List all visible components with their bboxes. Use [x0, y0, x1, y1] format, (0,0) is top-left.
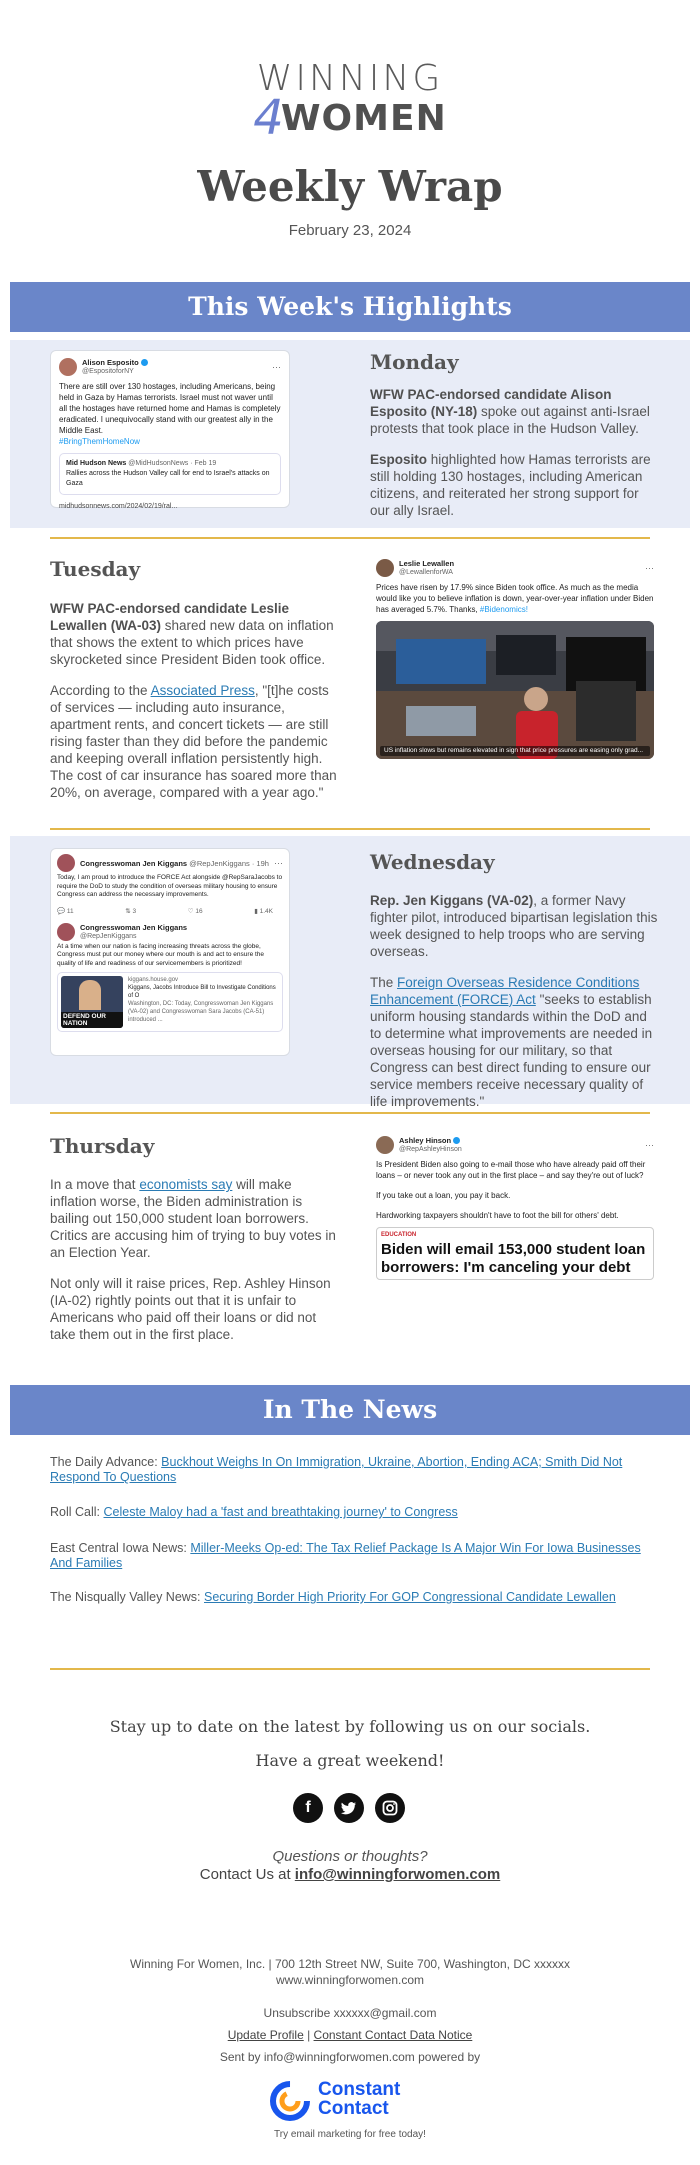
update-profile-link[interactable]: Update Profile — [227, 2028, 304, 2042]
monday-tweet-embed[interactable] — [50, 350, 290, 508]
news-link[interactable]: Securing Border High Priority For GOP Congressional Candidate Lewallen — [204, 1590, 616, 1604]
associated-press-link[interactable]: Associated Press — [150, 683, 255, 698]
tweet-hashtag[interactable]: #BringThemHomeNow — [59, 437, 140, 446]
tweet-author-name: Ashley Hinson — [399, 1136, 452, 1145]
tweet-text: Prices have risen by 17.9% since Biden took office. As much as the media would like you to believe inflation is down, year-over-year inflation under Biden has averaged 5.7%. Thanks, — [376, 583, 654, 614]
verified-icon — [453, 1137, 460, 1144]
day-heading-wednesday: Wednesday — [370, 850, 495, 874]
footer-links: Update Profile | Constant Contact Data Notice — [227, 2028, 473, 2042]
tweet-hashtag[interactable]: #Bidenomics! — [479, 605, 528, 614]
article-tag: EDUCATION — [381, 1232, 417, 1238]
tuesday-tweet-embed[interactable] — [370, 555, 660, 773]
twitter-icon[interactable] — [334, 1793, 364, 1823]
avatar — [57, 854, 75, 872]
data-notice-link[interactable]: Constant Contact Data Notice — [313, 2028, 473, 2042]
day-heading-thursday: Thursday — [50, 1134, 155, 1158]
tweet-photo[interactable] — [376, 621, 654, 759]
thursday-section — [10, 1120, 690, 1360]
page-title: Weekly Wrap — [197, 162, 503, 211]
tweet-text: Is President Biden also going to e-mail those who have already paid off their loans – or never took any out in the first place – and say they're out of luck? — [376, 1160, 646, 1180]
constant-contact-wordmark: Constant Contact — [318, 2079, 401, 2119]
instagram-icon[interactable] — [375, 1793, 405, 1823]
tweet-author-handle: @RepJenKiggans — [80, 932, 137, 940]
news-item — [50, 1541, 650, 1571]
wednesday-copy: Rep. Jen Kiggans (VA-02), a former Navy fighter pilot, introduced bipartisan legislation this week designed to help troops who are serving overseas. The Foreign Overseas Residence Conditions Enhancement (FORCE) Act "seeks to establish uniform housing standards within the DoD and to determine what improvements are needed in overseas housing for our military, so that Congress can best direct funding to ensure our service members receive necessary quality of life improvements." — [370, 893, 658, 1109]
tweet-text: Hardworking taxpayers shouldn't have to foot the bill for others' debt. — [376, 1211, 619, 1220]
website-link[interactable]: www.winningforwomen.com — [275, 1973, 425, 1987]
article-headline: Biden will email 153,000 student loan borrowers: I'm canceling your debt — [381, 1241, 646, 1276]
postal-address: Winning For Women, Inc. | 700 12th Street NW, Suite 700, Washington, DC xxxxxx — [130, 1957, 570, 1971]
questions-label: Questions or thoughts? — [272, 1848, 428, 1865]
more-options-icon[interactable]: ··· — [274, 857, 283, 868]
tweet-text: At a time when our nation is facing increasing threats across the globe, Congress must put our money where our mouth is and act to ensure the quality of life and readiness of our servicemembers is prioritized! — [57, 942, 265, 967]
news-link[interactable]: Buckhout Weighs In On Immigration, Ukraine, Abortion, Ending ACA; Smith Did Not Respond To Questions — [50, 1455, 623, 1484]
quoted-tweet[interactable] — [59, 453, 281, 495]
photo-caption: US inflation slows but remains elevated in sign that price pressures are easing only grad... — [380, 746, 650, 756]
tweet-author-name: Congresswoman Jen Kiggans — [80, 922, 188, 932]
avatar — [376, 1136, 394, 1154]
reply-icon[interactable]: 💬 11 — [57, 907, 74, 915]
verified-icon — [141, 359, 148, 366]
quoted-tweet-meta: @MidHudsonNews · Feb 19 — [128, 460, 217, 467]
constant-contact-icon — [268, 2079, 312, 2123]
news-source: The Nisqually Valley News: — [50, 1590, 204, 1604]
link-preview-title: Kiggans, Jacobs Introduce Bill to Investigate Conditions of O — [128, 985, 276, 999]
logo-word-women: WOMEN — [280, 98, 447, 139]
more-options-icon[interactable]: ··· — [645, 562, 654, 573]
economists-say-link[interactable]: economists say — [139, 1177, 233, 1192]
issue-date: February 23, 2024 — [288, 222, 412, 239]
news-item — [50, 1455, 650, 1485]
article-preview[interactable] — [376, 1227, 654, 1280]
link-preview-text: Washington, DC: Today, Congresswoman Jen Kiggans (VA-02) and Congresswoman Sara Jacobs (CA-51) introduced ... — [128, 1001, 274, 1023]
retweet-icon[interactable]: ⇅ 3 — [125, 907, 137, 915]
store-interior-image — [376, 621, 654, 759]
winning-for-women-logo[interactable] — [0, 58, 700, 146]
news-source: East Central Iowa News: — [50, 1541, 191, 1555]
like-icon[interactable]: ♡ 16 — [187, 907, 203, 915]
news-source: The Daily Advance: — [50, 1455, 162, 1469]
logo-four: 4 — [253, 90, 285, 146]
unsubscribe-link[interactable]: Unsubscribe xxxxxx@gmail.com — [263, 2006, 437, 2020]
views-icon[interactable]: ▮ 1.4K — [254, 907, 273, 915]
section-divider — [50, 1112, 650, 1114]
avatar — [376, 559, 394, 577]
facebook-icon[interactable]: f — [293, 1793, 323, 1823]
news-item — [50, 1505, 650, 1520]
contact-line: Contact Us at info@winningforwomen.com — [199, 1866, 501, 1883]
monday-section — [10, 340, 690, 528]
tweet-author-handle: @LewallenforWA — [399, 569, 453, 576]
news-source: Roll Call: — [50, 1505, 104, 1519]
tweet-author-name: Leslie Lewallen — [399, 559, 455, 568]
tweet-author-name: Alison Esposito — [82, 358, 139, 367]
tuesday-copy: WFW PAC-endorsed candidate Leslie Lewallen (WA-03) shared new data on inflation that shows the extent to which prices have skyrocketed since President Biden took office. According to the Associated Press, "[t]he costs of services — including auto insurance, apartment rents, and concert tickets — are still rising faster than they did before the pandemic and keeping overall inflation persistently high. The cost of car insurance has soared more than 20%, on average, compared with a year ago." — [50, 601, 337, 800]
more-options-icon[interactable]: ··· — [645, 1139, 654, 1150]
quoted-tweet-author: Mid Hudson News — [66, 460, 127, 467]
thursday-copy: In a move that economists say will make inflation worse, the Biden administration is bailing out 150,000 student loan borrowers. Critics are accusing him of trying to buy votes in an Election Year. Not only will it raise prices, Rep. Ashley Hinson (IA-02) rightly points out that it is unfair to Americans who paid off their loans or did not take them out in the first place. — [50, 1177, 336, 1342]
tweet-text: Today, I am proud to introduce the FORCE Act alongside @RepSaraJacobs to require the DoD to study the condition of overseas military housing to ensure Congress can address the necessary improvements. — [57, 874, 283, 898]
socials-callout: Stay up to date on the latest by following us on our socials. — [109, 1717, 591, 1736]
tweet-text: If you take out a loan, you pay it back. — [376, 1191, 511, 1200]
avatar — [59, 358, 77, 376]
news-link[interactable]: Celeste Maloy had a 'fast and breathtaking journey' to Congress — [103, 1505, 458, 1519]
weekend-greeting: Have a great weekend! — [255, 1751, 445, 1770]
tweet-author-handle: @RepJenKiggans · 19h — [189, 858, 269, 868]
tweet-author-handle: @EspositoforNY — [82, 368, 134, 375]
day-heading-monday: Monday — [370, 350, 459, 374]
news-banner: In The News — [10, 1385, 690, 1435]
force-act-link[interactable]: Foreign Overseas Residence Conditions Enhancement (FORCE) Act — [370, 975, 640, 1007]
highlights-banner: This Week's Highlights — [10, 282, 690, 332]
section-divider — [50, 828, 650, 830]
section-divider — [50, 537, 650, 539]
sent-by-line: Sent by info@winningforwomen.com powered by — [219, 2050, 481, 2064]
tweet-text: There are still over 130 hostages, including Americans, being held in Gaza by Hamas terrorists. Israel must not waver until all the hostages have returned home and Hamas is completely eradicated. I unequivocally stand with our greatest ally in the Middle East. — [59, 382, 281, 435]
section-divider — [50, 1668, 650, 1670]
tweet-author-name: Congresswoman Jen Kiggans — [80, 858, 188, 868]
avatar — [57, 923, 75, 941]
constant-contact-tagline[interactable]: Try email marketing for free today! — [274, 2129, 426, 2140]
tweet-author-handle: @RepAshleyHinson — [399, 1146, 462, 1153]
day-heading-tuesday: Tuesday — [50, 557, 141, 581]
tuesday-section — [10, 545, 690, 825]
news-link[interactable]: Miller-Meeks Op-ed: The Tax Relief Package Is A Major Win For Iowa Businesses And Families — [50, 1541, 641, 1570]
link-preview-site: kiggans.house.gov — [128, 977, 179, 983]
news-item — [50, 1590, 650, 1605]
wednesday-tweet-embed[interactable] — [50, 848, 290, 1056]
tweet-link-url[interactable]: midhudsonnews.com/2024/02/19/ral... — [59, 503, 178, 510]
monday-copy: WFW PAC-endorsed candidate Alison Esposito (NY-18) spoke out against anti-Israel protests that took place in the Hudson Valley. Esposito highlighted how Hamas terrorists are still holding 130 hostages, including American citizens, and reiterated her strong support for our ally Israel. — [370, 387, 651, 518]
logo-word-winning: WINNING — [256, 58, 444, 99]
wednesday-section — [10, 836, 690, 1109]
link-preview-card[interactable] — [57, 972, 283, 1032]
more-options-icon[interactable]: ··· — [272, 361, 281, 372]
link-preview-image: DEFEND OUR NATION — [61, 976, 123, 1028]
thursday-tweet-embed[interactable] — [370, 1132, 660, 1314]
contact-email-link[interactable]: info@winningforwomen.com — [294, 1866, 501, 1883]
quoted-tweet-text: Rallies across the Hudson Valley call for end to Israel's attacks on Gaza — [66, 470, 270, 487]
constant-contact-logo[interactable] — [268, 2076, 438, 2126]
